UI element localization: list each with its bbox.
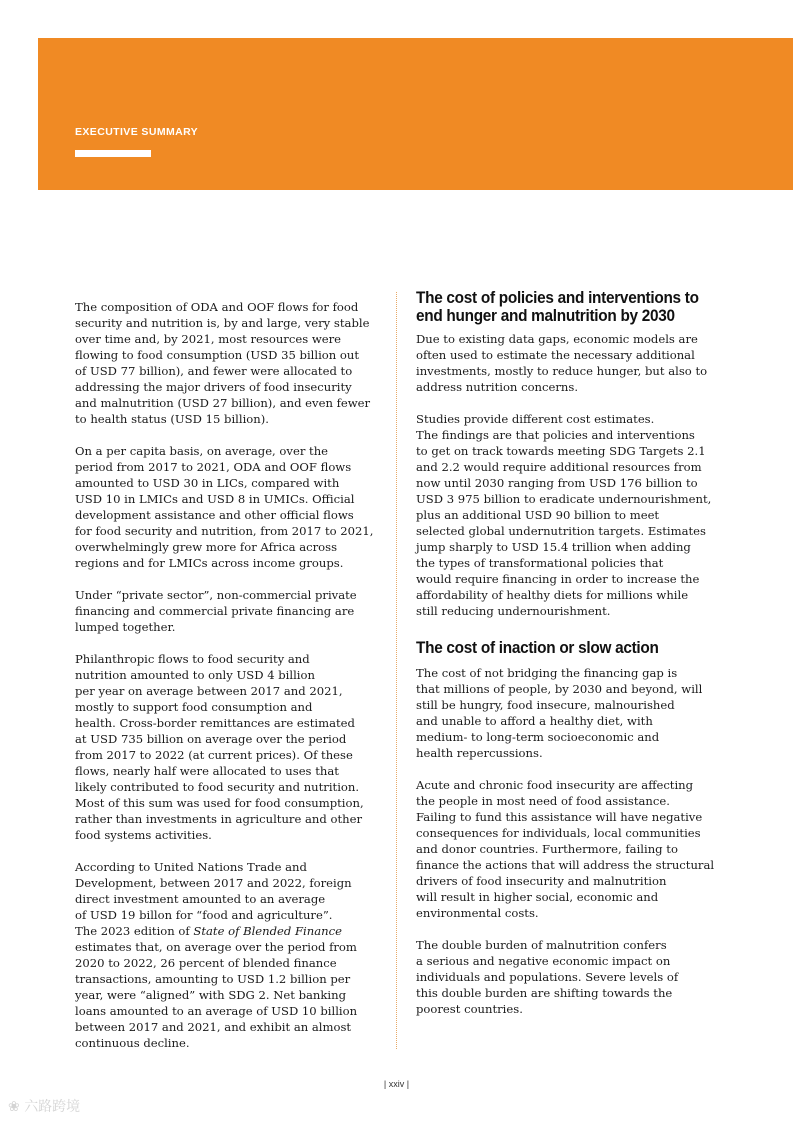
paragraph-line: of USD 77 billion), and fewer were allocated to: [75, 364, 353, 378]
paragraph-line: plus an additional USD 90 billion to meet: [416, 508, 660, 522]
paragraph-line: lumped together.: [75, 620, 176, 634]
paragraph-line: at USD 735 billion on average over the period: [75, 732, 347, 746]
paragraph-line: now until 2030 ranging from USD 176 billion to: [416, 476, 698, 490]
paragraph-line: transactions, amounting to USD 1.2 billion per: [75, 972, 351, 986]
paragraph-line: Under “private sector”, non-commercial private: [75, 588, 357, 602]
section-heading: The cost of inaction or slow action: [416, 639, 659, 657]
paragraph-line: Development, between 2017 and 2022, foreign: [75, 876, 352, 890]
paragraph-line: to get on track towards meeting SDG Targets 2.1: [416, 444, 706, 458]
paragraph: [416, 777, 736, 921]
paragraph-line: jump sharply to USD 15.4 trillion when adding: [416, 540, 691, 554]
paragraph-line: mostly to support food consumption and: [75, 700, 313, 714]
header-banner: [38, 38, 793, 190]
paragraph-line: will result in higher social, economic and: [416, 890, 659, 904]
paragraph-line: affordability of healthy diets for millions while: [416, 588, 689, 602]
paragraph-line: between 2017 and 2021, and exhibit an almost: [75, 1020, 352, 1034]
paragraph-line: financing and commercial private financing are: [75, 604, 355, 618]
paragraph-line: still be hungry, food insecure, malnourished: [416, 698, 675, 712]
paragraph: [416, 665, 736, 761]
paragraph-line: finance the actions that will address the structural: [416, 858, 715, 872]
paragraph-line: flows, nearly half were allocated to uses that: [75, 764, 339, 778]
paragraph-line: According to United Nations Trade and: [75, 860, 307, 874]
paragraph-line: Acute and chronic food insecurity are affecting: [416, 778, 694, 792]
paragraph-line: of USD 19 billon for “food and agriculture”.: [75, 908, 333, 922]
paragraph-line: environmental costs.: [416, 906, 539, 920]
paragraph-line: per year on average between 2017 and 2021,: [75, 684, 343, 698]
paragraph-line: that millions of people, by 2030 and beyond, will: [416, 682, 703, 696]
paragraph-line: often used to estimate the necessary additional: [416, 348, 695, 362]
paragraph-line: security and nutrition is, by and large, very stable: [75, 316, 370, 330]
paragraph-line: The composition of ODA and OOF flows for food: [75, 300, 359, 314]
paragraph-line: consequences for individuals, local communities: [416, 826, 701, 840]
paragraph-line: Most of this sum was used for food consumption,: [75, 796, 364, 810]
right-column: [416, 289, 736, 1033]
paragraph: [75, 299, 390, 427]
paragraph-line: health repercussions.: [416, 746, 543, 760]
paragraph: [416, 937, 736, 1017]
paragraph-line: Philanthropic flows to food security and: [75, 652, 310, 666]
paragraph-line: Studies provide different cost estimates.: [416, 412, 655, 426]
paragraph-line: and unable to afford a healthy diet, with: [416, 714, 653, 728]
publication-title: State of Blended Finance: [193, 924, 342, 938]
paragraph: [75, 587, 390, 635]
paragraph-line: medium- to long-term socioeconomic and: [416, 730, 660, 744]
paragraph-line: The 2023 edition of State of Blended Finance: [75, 924, 342, 938]
paragraph-line: a serious and negative economic impact on: [416, 954, 671, 968]
paragraph-line: selected global undernutrition targets. Estimates: [416, 524, 706, 538]
paragraph: [75, 859, 390, 1051]
paragraph-line: USD 10 in LMICs and USD 8 in UMICs. Official: [75, 492, 355, 506]
paragraph-line: investments, mostly to reduce hunger, but also to: [416, 364, 708, 378]
section-heading: The cost of policies and interventions to end hunger and malnutrition by 2030: [416, 289, 699, 325]
paragraph-line: development assistance and other official flows: [75, 508, 354, 522]
paragraph-line: direct investment amounted to an average: [75, 892, 326, 906]
paragraph-line: USD 3 975 billion to eradicate undernourishment,: [416, 492, 712, 506]
paragraph-line: loans amounted to an average of USD 10 billion: [75, 1004, 358, 1018]
paragraph-line: and malnutrition (USD 27 billion), and even fewer: [75, 396, 371, 410]
paragraph-line: the types of transformational policies that: [416, 556, 664, 570]
paragraph-line: The cost of not bridging the financing gap is: [416, 666, 678, 680]
paragraph-line: individuals and populations. Severe levels of: [416, 970, 679, 984]
paragraph-line: nutrition amounted to only USD 4 billion: [75, 668, 315, 682]
paragraph: [416, 331, 736, 395]
paragraph-line: the people in most need of food assistance.: [416, 794, 670, 808]
paragraph-line: from 2017 to 2022 (at current prices). Of these: [75, 748, 353, 762]
paragraph-line: overwhelmingly grew more for Africa across: [75, 540, 338, 554]
paragraph-line: and 2.2 would require additional resources from: [416, 460, 702, 474]
paragraph: [75, 443, 390, 571]
column-divider: [396, 292, 397, 1049]
paragraph-line: health. Cross-border remittances are estimated: [75, 716, 355, 730]
paragraph-line: over time and, by 2021, most resources were: [75, 332, 342, 346]
paragraph-line: 2020 to 2022, 26 percent of blended finance: [75, 956, 337, 970]
paragraph-line: this double burden are shifting towards the: [416, 986, 673, 1000]
left-column: [75, 299, 390, 1067]
paragraph-line: amounted to USD 30 in LICs, compared with: [75, 476, 340, 490]
paragraph-line: likely contributed to food security and nutrition.: [75, 780, 360, 794]
paragraph-line: flowing to food consumption (USD 35 billion out: [75, 348, 360, 362]
paragraph-line: poorest countries.: [416, 1002, 523, 1016]
paragraph-line: still reducing undernourishment.: [416, 604, 611, 618]
paragraph-line: On a per capita basis, on average, over the: [75, 444, 329, 458]
paragraph-line: regions and for LMICs across income groups.: [75, 556, 344, 570]
paragraph-line: Failing to fund this assistance will have negative: [416, 810, 703, 824]
paragraph-line: continuous decline.: [75, 1036, 190, 1050]
paragraph-line: address nutrition concerns.: [416, 380, 579, 394]
paragraph-line: rather than investments in agriculture and other: [75, 812, 362, 826]
paragraph-line: Due to existing data gaps, economic models are: [416, 332, 698, 346]
paragraph-line: would require financing in order to increase the: [416, 572, 700, 586]
section-label: EXECUTIVE SUMMARY: [75, 126, 199, 138]
paragraph-line: year, were “aligned” with SDG 2. Net banking: [75, 988, 347, 1002]
section-label-underline: [75, 150, 151, 157]
page-number: | xxiv |: [383, 1079, 410, 1089]
paragraph-line: The double burden of malnutrition confers: [416, 938, 667, 952]
paragraph-line: The findings are that policies and interventions: [416, 428, 695, 442]
watermark: ❀ 六路跨境: [8, 1099, 81, 1115]
paragraph-line: to health status (USD 15 billion).: [75, 412, 269, 426]
paragraph-line: estimates that, on average over the period from: [75, 940, 357, 954]
paragraph-line: and donor countries. Furthermore, failing to: [416, 842, 678, 856]
paragraph-line: drivers of food insecurity and malnutrition: [416, 874, 667, 888]
paragraph-line: addressing the major drivers of food insecurity: [75, 380, 352, 394]
paragraph-line: period from 2017 to 2021, ODA and OOF flows: [75, 460, 352, 474]
paragraph: [416, 411, 736, 619]
paragraph-line: food systems activities.: [75, 828, 212, 842]
paragraph: [75, 651, 390, 843]
paragraph-line: for food security and nutrition, from 2017 to 2021,: [75, 524, 374, 538]
